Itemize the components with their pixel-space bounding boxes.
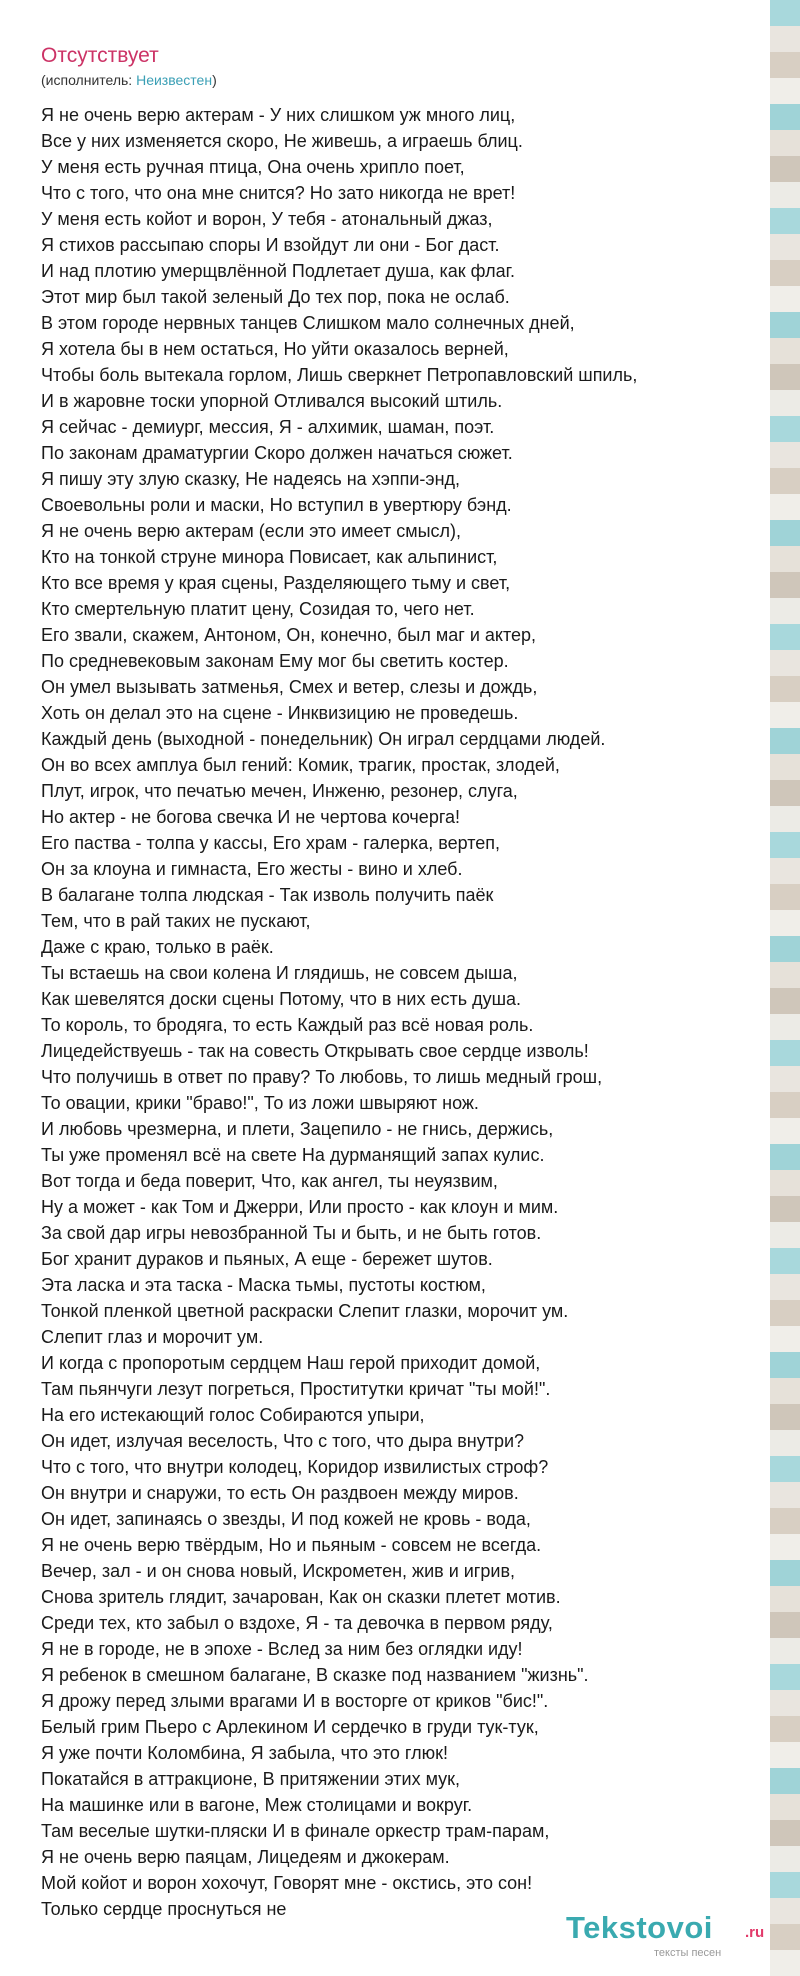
lyric-line: Я стихов рассыпаю споры И взойдут ли они - Бог даст. [41,235,500,255]
lyric-line: Этот мир был такой зеленый До тех пор, пока не ослаб. [41,287,510,307]
lyric-line: Среди тех, кто забыл о вздохе, Я - та девочка в первом ряду, [41,1613,553,1633]
lyric-line: Я ребенок в смешном балагане, В сказке под названием "жизнь". [41,1665,589,1685]
lyric-line: Каждый день (выходной - понедельник) Он играл сердцами людей. [41,729,606,749]
lyric-line: У меня есть койот и ворон, У тебя - атональный джаз, [41,209,493,229]
lyric-line: По средневековым законам Ему мог бы светить костер. [41,651,509,671]
lyric-line: На машинке или в вагоне, Меж столицами и вокруг. [41,1795,473,1815]
lyric-line: Вот тогда и беда поверит, Что, как ангел, ты неуязвим, [41,1171,498,1191]
lyric-line: Я хотела бы в нем остаться, Но уйти оказалось верней, [41,339,509,359]
lyric-line: Ну а может - как Том и Джерри, Или просто - как клоун и мим. [41,1197,559,1217]
lyric-line: Там веселые шутки-пляски И в финале оркестр трам-парам, [41,1821,550,1841]
lyric-line: На его истекающий голос Собираются упыри, [41,1405,425,1425]
lyric-line: Он умел вызывать затменья, Смех и ветер, слезы и дождь, [41,677,538,697]
lyric-line: Я не в городе, не в эпохе - Вслед за ним без оглядки иду! [41,1639,523,1659]
performer-link[interactable]: Неизвестен [136,72,213,88]
lyric-line: Вечер, зал - и он снова новый, Искрометен, жив и игрив, [41,1561,516,1581]
lyric-line: Он идет, излучая веселость, Что с того, что дыра внутри? [41,1431,525,1451]
lyric-line: Я не очень верю паяцам, Лицедеям и джокерам. [41,1847,450,1867]
lyric-line: За свой дар игры невозбранной Ты и быть, и не быть готов. [41,1223,542,1243]
lyric-line: По законам драматургии Скоро должен начаться сюжет. [41,443,513,463]
lyric-line: То король, то бродяга, то есть Каждый раз всё новая роль. [41,1015,534,1035]
lyric-line: Как шевелятся доски сцены Потому, что в них есть душа. [41,989,522,1009]
lyric-line: Его паства - толпа у кассы, Его храм - галерка, вертеп, [41,833,501,853]
lyric-line: Даже с краю, только в раёк. [41,937,274,957]
lyric-line: Бог хранит дураков и пьяных, А еще - бережет шутов. [41,1249,493,1269]
lyric-line: Хоть он делал это на сцене - Инквизицию не проведешь. [41,703,519,723]
lyric-line: Тем, что в рай таких не пускают, [41,911,311,931]
lyric-line: Ты уже променял всё на свете На дурманящий запах кулис. [41,1145,545,1165]
lyric-line: Только сердце проснуться не [41,1899,287,1919]
lyric-line: Слепит глаз и морочит ум. [41,1327,264,1347]
lyric-line: Кто на тонкой струне минора Повисает, как альпинист, [41,547,498,567]
lyric-line: И в жаровне тоски упорной Отливался высокий штиль. [41,391,503,411]
lyric-line: Я не очень верю актерам (если это имеет смысл), [41,521,462,541]
lyric-line: И когда с пропоротым сердцем Наш герой приходит домой, [41,1353,541,1373]
lyric-line: Там пьянчуги лезут погреться, Проститутки кричат "ты мой!". [41,1379,551,1399]
lyric-line: Я сейчас - демиург, мессия, Я - алхимик, шаман, поэт. [41,417,495,437]
lyric-line: И над плотию умерщвлённой Подлетает душа, как флаг. [41,261,515,281]
lyric-line: Но актер - не богова свечка И не чертова кочерга! [41,807,461,827]
performer-suffix: ) [212,72,217,88]
song-title: Отсутствует [41,44,159,67]
lyric-line: Мой койот и ворон хохочут, Говорят мне - окстись, это сон! [41,1873,533,1893]
lyric-line: Его звали, скажем, Антоном, Он, конечно, был маг и актер, [41,625,537,645]
lyric-line: В балагане толпа людская - Так изволь получить паёк [41,885,494,905]
lyric-line: Лицедействуешь - так на совесть Открывать свое сердце изволь! [41,1041,589,1061]
lyric-line: Что с того, что она мне снится? Но зато никогда не врет! [41,183,516,203]
lyric-line: Что с того, что внутри колодец, Коридор извилистых строф? [41,1457,549,1477]
lyric-line: Я пишу эту злую сказку, Не надеясь на хэппи-энд, [41,469,461,489]
logo-tagline: тексты песен [654,1947,722,1959]
lyric-line: Я не очень верю актерам - У них слишком уж много лиц, [41,105,516,125]
lyric-line: Ты встаешь на свои колена И глядишь, не совсем дыша, [41,963,518,983]
lyric-line: Он внутри и снаружи, то есть Он раздвоен между миров. [41,1483,519,1503]
lyric-line: Плут, игрок, что печатью мечен, Инженю, резонер, слуга, [41,781,518,801]
lyric-line: Эта ласка и эта таска - Маска тьмы, пустоты костюм, [41,1275,486,1295]
lyric-line: Своевольны роли и маски, Но вступил в увертюру бэнд. [41,495,512,515]
logo-wordmark: Tekstovoi [566,1910,713,1945]
performer-prefix: (исполнитель: [41,72,137,88]
lyric-line: У меня есть ручная птица, Она очень хрипло поет, [41,157,465,177]
performer-line [41,72,217,88]
lyric-line: Я уже почти Коломбина, Я забыла, что это глюк! [41,1743,448,1763]
lyric-line: Все у них изменяется скоро, Не живешь, а играешь блиц. [41,131,523,151]
lyric-line: Я не очень верю твёрдым, Но и пьяным - совсем не всегда. [41,1535,542,1555]
lyric-line: Он за клоуна и гимнаста, Его жесты - вино и хлеб. [41,859,463,879]
lyric-line: Он идет, запинаясь о звезды, И под кожей не кровь - вода, [41,1509,531,1529]
lyric-line: Что получишь в ответ по праву? То любовь, то лишь медный грош, [41,1067,603,1087]
lyric-line: В этом городе нервных танцев Слишком мало солнечных дней, [41,313,575,333]
lyric-line: Я дрожу перед злыми врагами И в восторге от криков "бис!". [41,1691,549,1711]
lyric-line: Чтобы боль вытекала горлом, Лишь сверкнет Петропавловский шпиль, [41,365,638,385]
lyric-line: Белый грим Пьеро с Арлекином И сердечко в груди тук-тук, [41,1717,539,1737]
lyric-line: Тонкой пленкой цветной раскраски Слепит глазки, морочит ум. [41,1301,569,1321]
lyric-line: Кто смертельную платит цену, Созидая то, чего нет. [41,599,475,619]
lyric-line: Он во всех амплуа был гений: Комик, трагик, простак, злодей, [41,755,560,775]
lyric-line: Снова зритель глядит, зачарован, Как он сказки плетет мотив. [41,1587,561,1607]
lyric-line: Кто все время у края сцены, Разделяющего тьму и свет, [41,573,511,593]
lyrics-text [41,102,761,1922]
lyric-line: То овации, крики "браво!", То из ложи швыряют нож. [41,1093,479,1113]
lyric-line: Покатайся в аттракционе, В притяжении этих мук, [41,1769,461,1789]
site-logo[interactable] [566,1910,780,1962]
lyric-line: И любовь чрезмерна, и плети, Зацепило - не гнись, держись, [41,1119,554,1139]
logo-domain: .ru [745,1924,765,1941]
